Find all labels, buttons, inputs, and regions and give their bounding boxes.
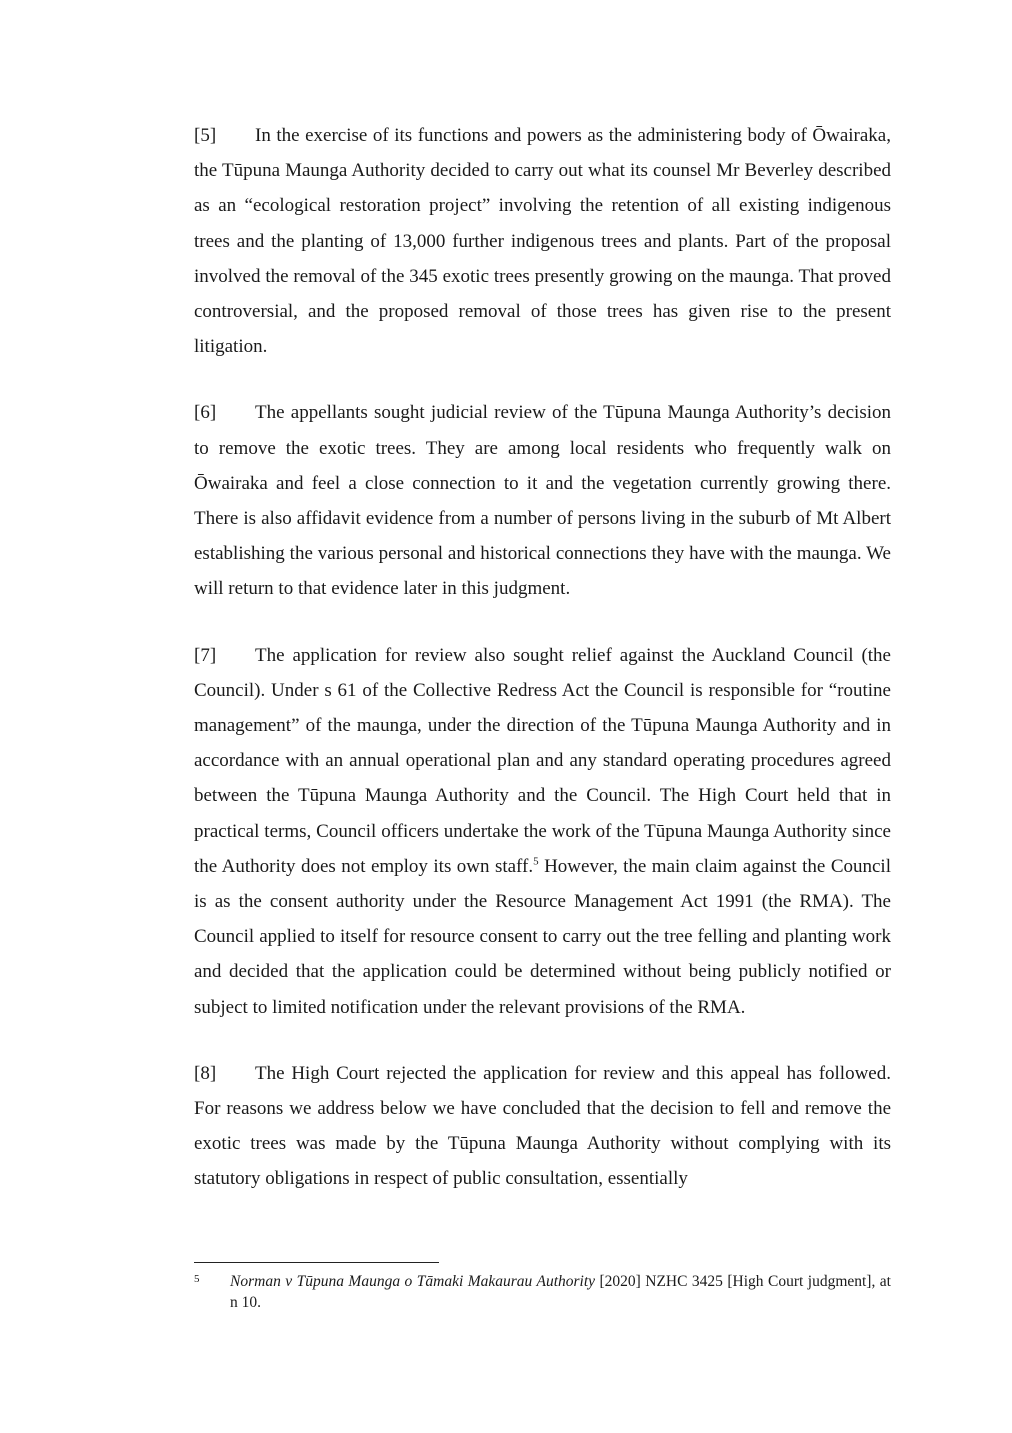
paragraph-number: [6]	[194, 402, 217, 424]
paragraph-number: [5]	[194, 125, 217, 146]
paragraph-5	[194, 118, 891, 364]
case-citation: [2020] NZHC 3425 [High Court judgment], at n 10.	[230, 1273, 891, 1311]
paragraph-text: The application for review also sought relief against the Auckland Council (the Council). Under s 61 of the Collective Redress Act the Council is responsible for “routine management” of the maunga, under the direction of the Tūpuna Maunga Authority and in accordance with an annual operational plan and any standard operating procedures agreed between the Tūpuna Maunga Authority and the Council. The High Court held that in practical terms, Council officers undertake the work of the Tūpuna Maunga Authority since the Authority does not employ its own staff.	[194, 644, 891, 877]
paragraph-number: [7]	[194, 644, 217, 666]
paragraph-text: The appellants sought judicial review of the Tūpuna Maunga Authority’s decision to remove the exotic trees. They are among local residents who frequently walk on Ōwairaka and feel a close connection to it and the vegetation currently growing there. There is also affidavit evidence from a number of persons living in the suburb of Mt Albert establishing the various personal and historical connections they have with the maunga. We will return to that evidence later in this judgment.	[194, 402, 891, 600]
paragraph-7	[194, 638, 891, 1025]
paragraph-text: The High Court rejected the application for review and this appeal has followed. For reasons we address below we have concluded that the decision to fell and remove the exotic trees was made by the Tūpuna Maunga Authority without complying with its statutory obligations in respect of public consultation, essentially	[194, 1062, 891, 1190]
judgment-body	[194, 118, 891, 1228]
paragraph-text: In the exercise of its functions and powers as the administering body of Ōwairaka, the Tūpuna Maunga Authority decided to carry out what its counsel Mr Beverley described as an “ecological restoration project” involving the retention of all existing indigenous trees and the planting of 13,000 further indigenous trees and plants. Part of the proposal involved the removal of the 345 exotic trees presently growing on the maunga. That proved controversial, and the proposed removal of those trees has given rise to the present litigation.	[194, 125, 891, 358]
paragraph-text-continued: However, the main claim against the Council is as the consent authority under the Resource Management Act 1991 (the RMA). The Council applied to itself for resource consent to carry out the tree felling and planting work and decided that the application could be determined without being publicly notified or subject to limited notification under the relevant provisions of the RMA.	[194, 855, 891, 1018]
footnote-number: 5	[194, 1273, 200, 1285]
footnote	[194, 1271, 891, 1313]
paragraph-8	[194, 1056, 891, 1197]
case-name: Norman v Tūpuna Maunga o Tāmaki Makaurau Authority	[230, 1273, 596, 1290]
footnote-text	[230, 1271, 891, 1313]
footnote-divider	[194, 1262, 439, 1263]
paragraph-6	[194, 395, 891, 606]
footnote-reference[interactable]: 5	[533, 855, 539, 868]
paragraph-number: [8]	[194, 1062, 217, 1084]
